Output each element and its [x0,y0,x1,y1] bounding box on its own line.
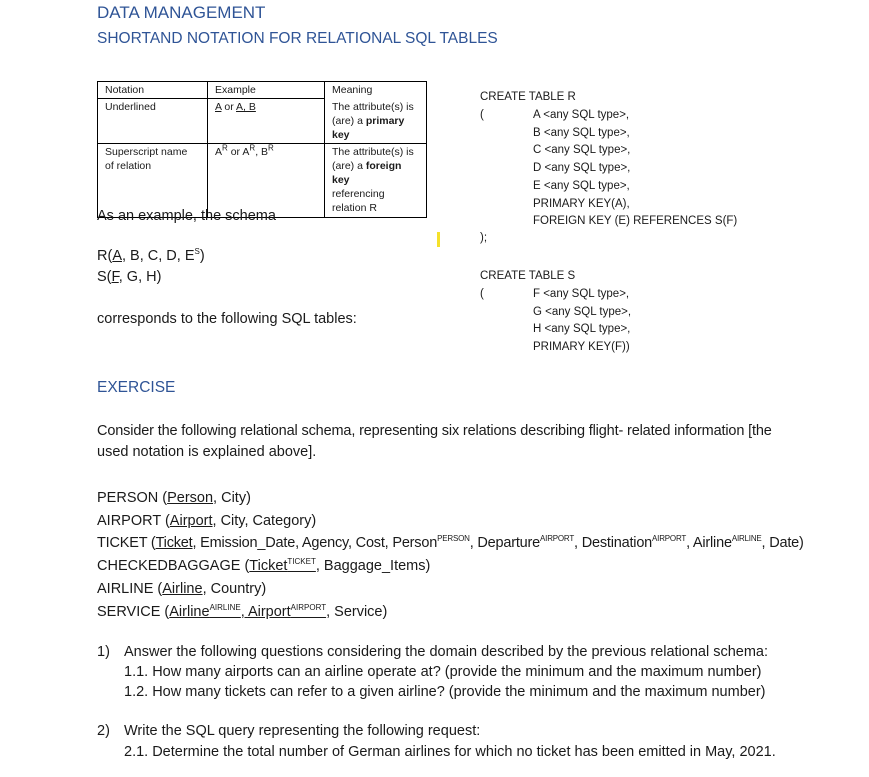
example-intro: As an example, the schema [97,208,276,224]
code-line: H <any SQL type>, [533,323,631,336]
code-line: D <any SQL type>, [533,162,631,175]
schema-airport: AIRPORT (Airport, City, Category) [97,512,317,529]
schema-service: SERVICE (Airline$^{AIRLINE}$, Airport$^{AIRPORT}$, Service) [97,602,388,620]
code-line: G <any SQL type>, [533,305,632,318]
question-2-text: Write the SQL query representing the following request: [124,723,481,739]
page-title: DATA MANAGEMENT [97,3,266,22]
header-example: Example [208,82,325,99]
row2-example: $A^R$ or $A^R$, $B^R$ [208,143,325,217]
exercise-heading: EXERCISE [97,379,176,396]
code-line: F <any SQL type>, [533,288,630,300]
row1-notation: Underlined [98,99,208,144]
schema-person: PERSON (Person, City) [97,490,251,506]
code-line: PRIMARY KEY(A), [533,197,630,210]
schema-ticket: TICKET (Ticket, Emission_Date, Agency, Cost, Person$^{PERSON}$, Departure$^{AIRPORT}$, Destination$^{AIRPORT}$, Airline$^{AIRLINE}$, Date) [97,534,804,552]
code-line: B <any SQL type>, [533,126,630,139]
row1-example: A or A, B [208,99,325,144]
create-s-open: ( [480,288,484,300]
exercise-intro-line-1: Consider the following relational schema, representing six relations describing flight- related information [the [97,423,772,439]
row2-notation: Superscript name of relation [98,143,208,217]
question-2-1: 2.1. Determine the total number of German airlines for which no ticket has been emitted in May, 2021. [124,744,776,760]
header-meaning: Meaning [325,82,427,99]
row2-meaning: The attribute(s) is (are) a foreign key referencing relation R [325,143,427,217]
create-r-body [533,107,737,231]
question-1-1: 1.1. How many airports can an airline operate at? (provide the minimum and the maximum number) [124,664,762,680]
header-notation: Notation [98,82,208,99]
schema-list [97,487,804,623]
question-2-number: 2) [97,723,110,739]
create-r-open: ( [480,109,484,121]
question-1-number: 1) [97,644,110,660]
code-line: C <any SQL type>, [533,144,631,157]
question-1-2: 1.2. How many tickets can refer to a given airline? (provide the minimum and the maximum number) [124,684,766,700]
row1-meaning: The attribute(s) is (are) a primary key [325,99,427,144]
page-subtitle: SHORTAND NOTATION FOR RELATIONAL SQL TABLES [97,30,498,47]
text-cursor-marker [437,232,440,247]
schema-r: R(A, B, C, D, $E^S$) [97,247,205,264]
schema-airline: AIRLINE (Airline, Country) [97,580,267,597]
notation-table [97,81,427,218]
create-r-header: CREATE TABLE R [480,91,576,103]
code-line: FOREIGN KEY (E) REFERENCES S(F) [533,215,738,228]
create-s-header: CREATE TABLE S [480,270,576,282]
create-r-close: ); [480,232,488,244]
code-line: E <any SQL type>, [533,179,630,192]
create-s-body [533,286,631,357]
schema-checkedbaggage: CHECKEDBAGGAGE (Ticket$^{TICKET}$, Baggage_Items) [97,557,431,575]
question-1-text: Answer the following questions considering the domain described by the previous relational schema: [124,644,769,660]
corresponds-text: corresponds to the following SQL tables: [97,311,357,327]
code-line: A <any SQL type>, [533,109,630,121]
code-line: PRIMARY KEY(F)) [533,341,630,354]
schema-s: S(F, G, H) [97,269,162,285]
exercise-intro-line-2: used notation is explained above]. [97,444,317,460]
